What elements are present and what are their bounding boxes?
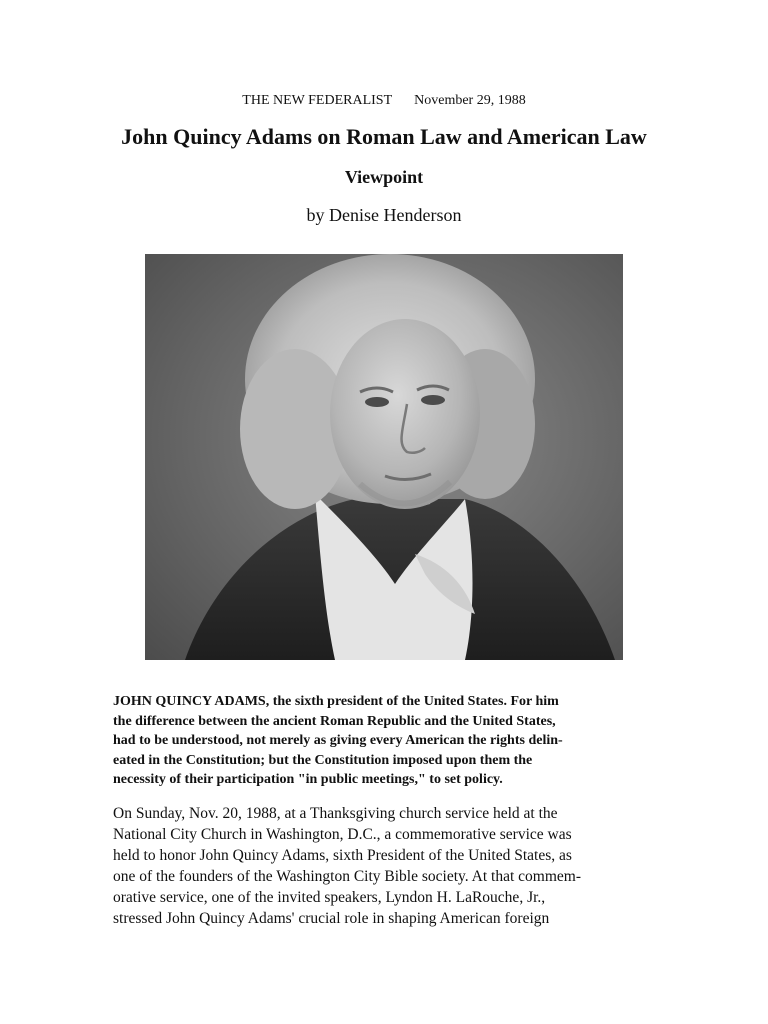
body-line: held to honor John Quincy Adams, sixth President of the United States, as bbox=[113, 847, 572, 864]
portrait-photo bbox=[145, 254, 623, 660]
publication-date: November 29, 1988 bbox=[414, 93, 526, 108]
publication-name: THE NEW FEDERALIST bbox=[242, 93, 393, 108]
publication-header bbox=[0, 93, 768, 109]
body-line: stressed John Quincy Adams' crucial role in shaping American foreign bbox=[113, 910, 550, 927]
caption-line: JOHN QUINCY ADAMS, the sixth president of the United States. For him bbox=[113, 694, 559, 709]
body-line: On Sunday, Nov. 20, 1988, at a Thanksgiving church service held at the bbox=[113, 805, 558, 822]
photo-caption bbox=[113, 692, 658, 790]
article-kicker: Viewpoint bbox=[344, 167, 424, 187]
body-line: National City Church in Washington, D.C., a commemorative service was bbox=[113, 826, 572, 843]
caption-line: necessity of their participation "in public meetings," to set policy. bbox=[113, 772, 503, 787]
body-line: one of the founders of the Washington City Bible society. At that commem- bbox=[113, 868, 581, 885]
caption-line: eated in the Constitution; but the Constitution imposed upon them the bbox=[113, 752, 533, 768]
article-body bbox=[113, 803, 658, 929]
caption-line: the difference between the ancient Roman Republic and the United States, bbox=[113, 713, 556, 729]
body-line: orative service, one of the invited speakers, Lyndon H. LaRouche, Jr., bbox=[113, 889, 546, 906]
article-title: John Quincy Adams on Roman Law and American Law bbox=[121, 124, 647, 149]
article-byline: by Denise Henderson bbox=[306, 205, 462, 225]
caption-line: had to be understood, not merely as giving every American the rights delin- bbox=[113, 733, 563, 748]
